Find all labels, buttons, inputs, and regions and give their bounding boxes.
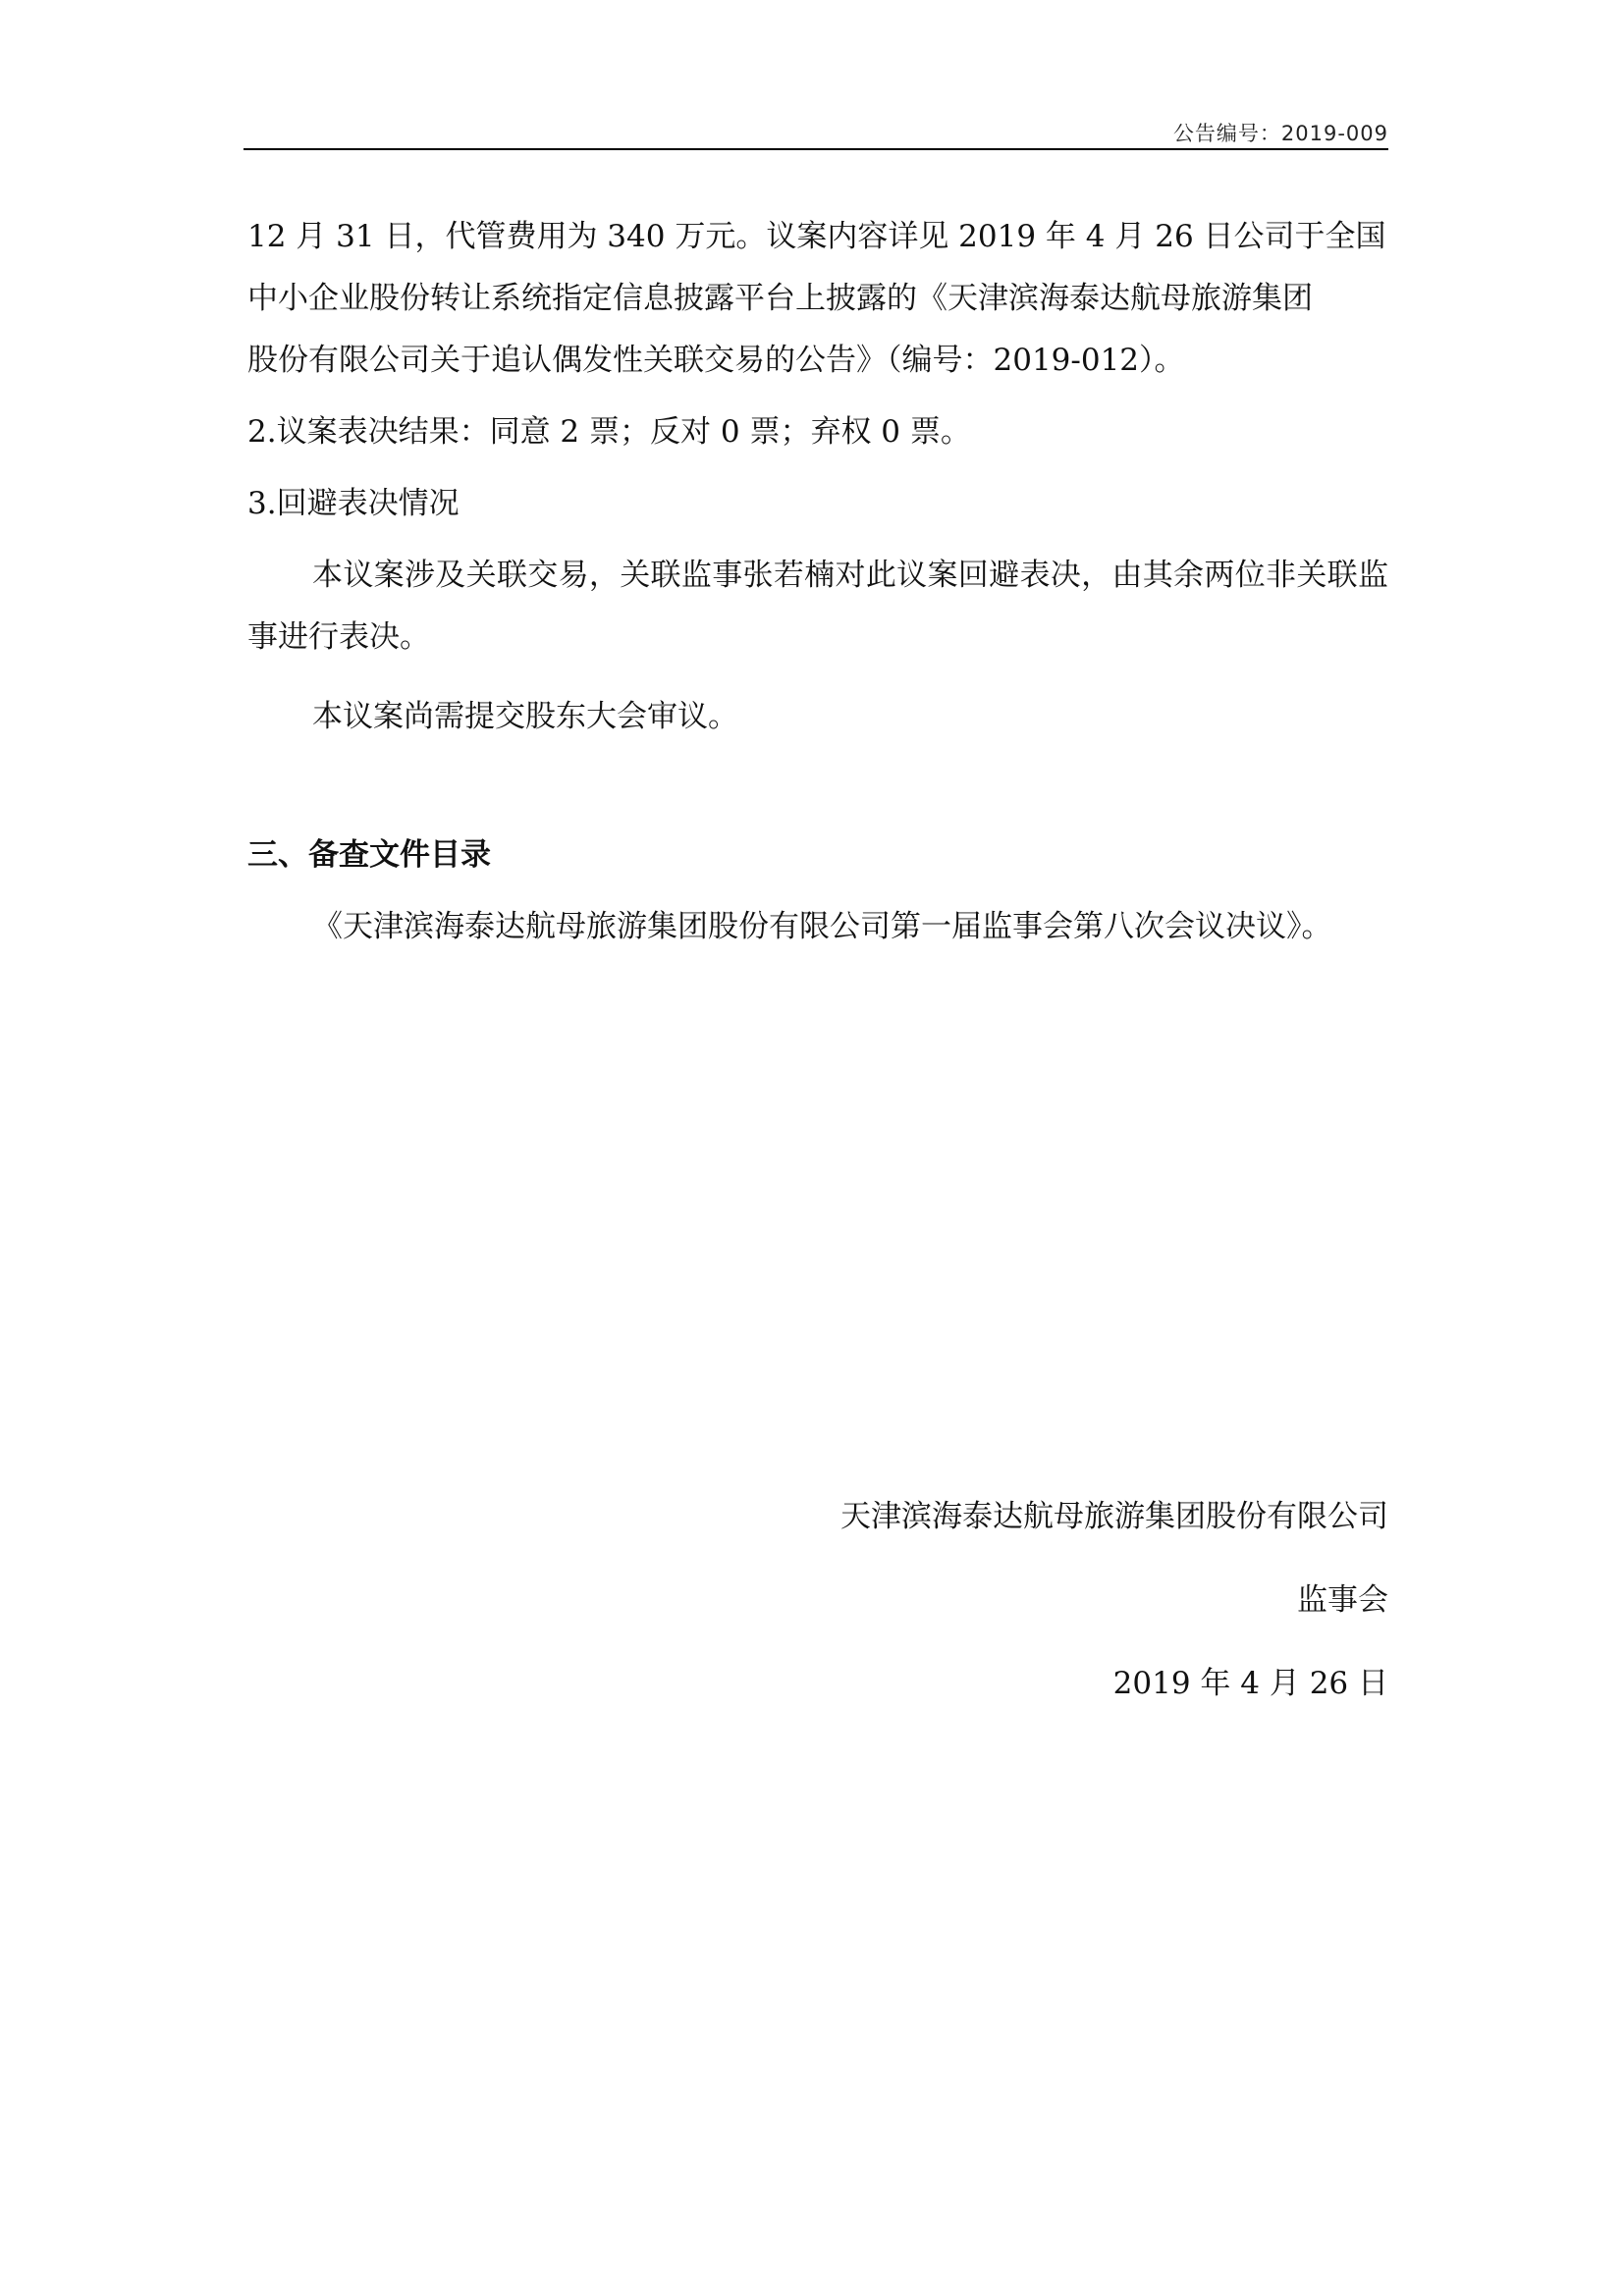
continuation-line-1: 12 月 31 日，代管费用为 340 万元。议案内容详见 2019 年 4 月 26 日公司于全国 <box>247 219 1386 254</box>
section-title: 三、备查文件目录 <box>247 837 491 873</box>
announcement-number: 公告编号：2019-009 <box>1172 122 1388 145</box>
reference-document: 《天津滨海泰达航母旅游集团股份有限公司第一届监事会第八次会议决议》。 <box>312 909 1332 944</box>
continuation-line-2: 中小企业股份转让系统指定信息披露平台上披露的《天津滨海泰达航母旅游集团 <box>247 281 1313 316</box>
header-divider <box>244 148 1388 150</box>
signature-company: 天津滨海泰达航母旅游集团股份有限公司 <box>840 1499 1388 1534</box>
signature-date: 2019 年 4 月 26 日 <box>1112 1666 1388 1701</box>
document-body <box>247 206 1388 958</box>
shareholder-review-note: 本议案尚需提交股东大会审议。 <box>312 699 738 734</box>
vote-result: 2.议案表决结果：同意 2 票；反对 0 票；弃权 0 票。 <box>247 414 971 450</box>
signature-board: 监事会 <box>1297 1582 1388 1618</box>
continuation-line-3: 股份有限公司关于追认偶发性关联交易的公告》（编号：2019-012）。 <box>247 343 1185 378</box>
recusal-text: 本议案涉及关联交易，关联监事张若楠对此议案回避表决，由其余两位非关联监事进行表决。 <box>247 558 1388 655</box>
recusal-heading: 3.回避表决情况 <box>247 486 460 521</box>
